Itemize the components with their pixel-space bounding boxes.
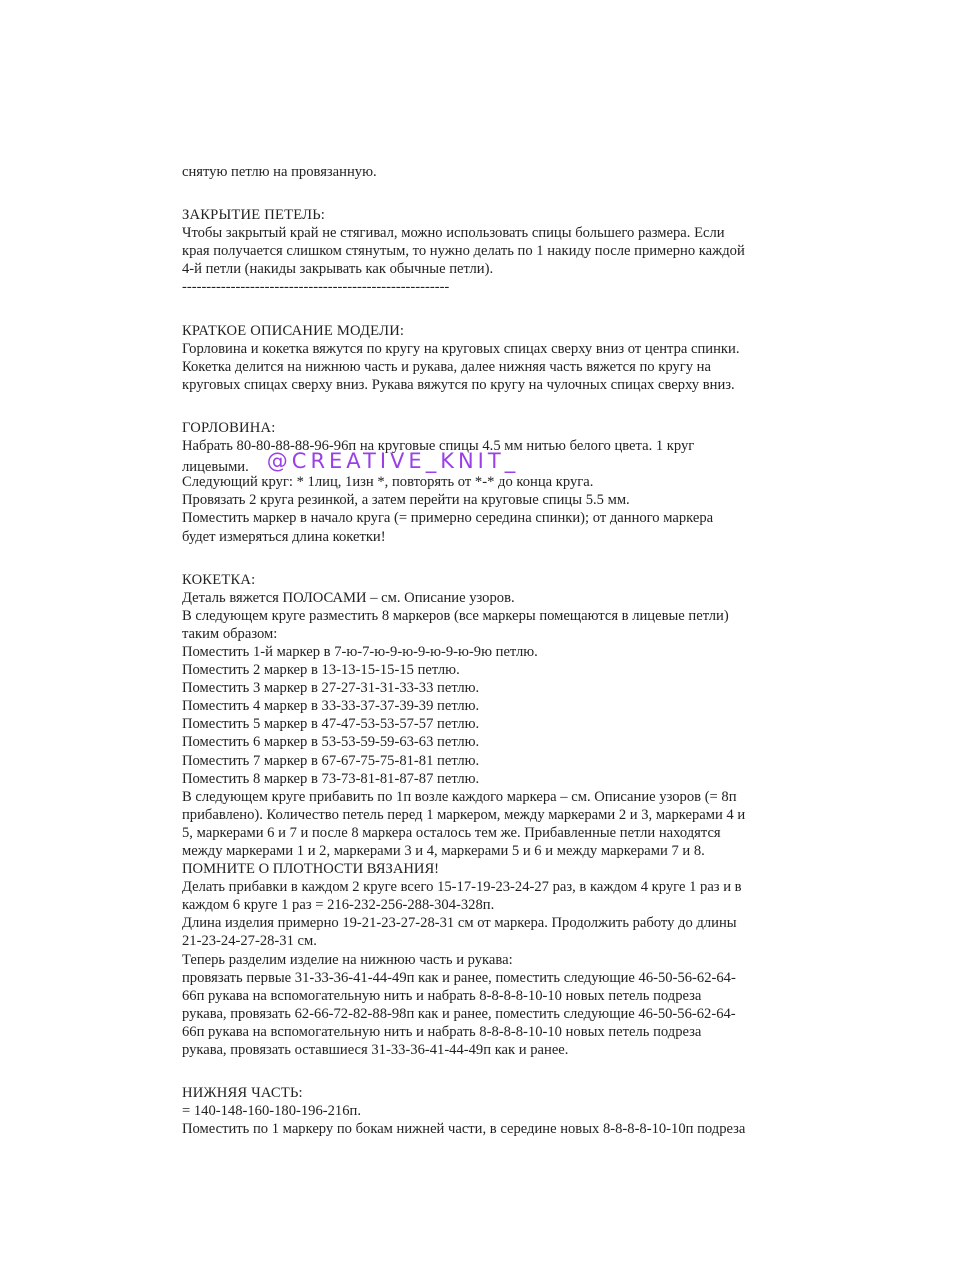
spacer bbox=[182, 394, 822, 411]
paragraph-line: Кокетка делится на нижнюю часть и рукава, далее нижняя часть вяжется по кругу на bbox=[182, 358, 711, 375]
paragraph-line: Поместить маркер в начало круга (= примерно середина спинки); от данного маркера bbox=[182, 510, 714, 527]
paragraph-line: Поместить 7 маркер в 67-67-75-75-81-81 петлю. bbox=[182, 752, 480, 769]
spacer bbox=[182, 563, 822, 571]
paragraph-line: Поместить 6 маркер в 53-53-59-59-63-63 петлю. bbox=[182, 734, 480, 751]
section-heading-lower-part: НИЖНЯЯ ЧАСТЬ: bbox=[182, 1085, 303, 1102]
paragraph-line: между маркерами 1 и 2, маркерами 3 и 4, маркерами 5 и 6 и между маркерами 7 и 8. bbox=[182, 843, 705, 859]
paragraph-line: круговых спицах сверху вниз. Рукава вяжутся по кругу на чулочных спицах сверху вниз. bbox=[182, 376, 735, 393]
paragraph-line: Чтобы закрытый край не стягивал, можно использовать спицы большего размера. Если bbox=[182, 225, 725, 242]
paragraph-line: каждом 6 круге 1 раз = 216-232-256-288-304-328п. bbox=[182, 897, 495, 914]
spacer bbox=[182, 546, 822, 563]
paragraph-line: Провязать 2 круга резинкой, а затем перейти на круговые спицы 5.5 мм. bbox=[182, 492, 630, 509]
paragraph-line: края получается слишком стянутым, то нужно делать по 1 накиду после примерно каждой bbox=[182, 243, 745, 260]
watermark-handle: @CREATIVE_KNIT_ bbox=[266, 449, 520, 474]
paragraph-line: 66п рукава на вспомогательную нить и набрать 8-8-8-8-10-10 новых петель подреза bbox=[182, 1023, 702, 1040]
intro-text: снятую петлю на провязанную. bbox=[182, 164, 377, 180]
section-heading-yoke: КОКЕТКА: bbox=[182, 571, 256, 588]
section-heading-closing: ЗАКРЫТИЕ ПЕТЕЛЬ: bbox=[182, 207, 326, 224]
paragraph-line: ПОМНИТЕ О ПЛОТНОСТИ ВЯЗАНИЯ! bbox=[182, 861, 440, 878]
paragraph-line: Набрать 80-80-88-88-96-96п на круговые спицы 4.5 мм нитью белого цвета. 1 круг bbox=[182, 438, 695, 455]
paragraph-line: 66п рукава на вспомогательную нить и набрать 8-8-8-8-10-10 новых петель подреза bbox=[182, 987, 702, 1004]
paragraph-line: В следующем круге прибавить по 1п возле каждого маркера – см. Описание узоров (= 8п bbox=[182, 788, 737, 805]
paragraph-line: будет измеряться длина кокетки! bbox=[182, 528, 386, 545]
spacer bbox=[182, 1076, 822, 1084]
divider-line: ------------------------------------------------------- bbox=[182, 279, 450, 296]
spacer bbox=[182, 297, 822, 314]
paragraph-line: Следующий круг: * 1лиц, 1изн *, повторять от *-* до конца круга. bbox=[182, 474, 594, 491]
paragraph-line: В следующем круге разместить 8 маркеров (все маркеры помещаются в лицевые петли) bbox=[182, 607, 729, 624]
section-heading-summary: КРАТКОЕ ОПИСАНИЕ МОДЕЛИ: bbox=[182, 322, 405, 339]
paragraph-line: Поместить 4 маркер в 33-33-37-37-39-39 петлю. bbox=[182, 698, 480, 715]
paragraph-line: Теперь разделим изделие на нижнюю часть и рукава: bbox=[182, 951, 513, 968]
document-page bbox=[182, 163, 822, 1138]
paragraph-line: Делать прибавки в каждом 2 круге всего 15-17-19-23-24-27 раз, в каждом 4 круге 1 раз и в bbox=[182, 879, 742, 896]
paragraph-line: 4-й петли (накиды закрывать как обычные петли). bbox=[182, 261, 494, 278]
paragraph-line: провязать первые 31-33-36-41-44-49п как и ранее, поместить следующие 46-50-56-62-64- bbox=[182, 969, 736, 986]
paragraph-line: 5, маркерами 6 и 7 и после 8 маркера осталось тем же. Прибавленные петли находятся bbox=[182, 824, 721, 841]
paragraph-line: Поместить 1-й маркер в 7-ю-7-ю-9-ю-9-ю-9-ю-9ю петлю. bbox=[182, 643, 538, 660]
paragraph-line: таким образом: bbox=[182, 625, 278, 642]
paragraph-line: = 140-148-160-180-196-216п. bbox=[182, 1103, 361, 1120]
paragraph-line: Горловина и кокетка вяжутся по кругу на круговых спицах сверху вниз от центра спинки. bbox=[182, 340, 740, 357]
paragraph-line: рукава, провязать 62-66-72-82-88-98п как и ранее, поместить следующие 46-50-56-62-64- bbox=[182, 1005, 736, 1022]
spacer bbox=[182, 1059, 822, 1076]
section-heading-neckline: ГОРЛОВИНА: bbox=[182, 419, 276, 436]
paragraph-line: Поместить 5 маркер в 47-47-53-53-57-57 петлю. bbox=[182, 716, 480, 733]
spacer bbox=[182, 411, 822, 419]
paragraph-text: лицевыми. bbox=[182, 459, 249, 476]
spacer bbox=[182, 181, 822, 198]
paragraph-line: Поместить 8 маркер в 73-73-81-81-87-87 петлю. bbox=[182, 770, 480, 787]
paragraph-line: рукава, провязать оставшиеся 31-33-36-41-44-49п как и ранее. bbox=[182, 1042, 569, 1059]
paragraph-line: Деталь вяжется ПОЛОСАМИ – см. Описание узоров. bbox=[182, 589, 515, 606]
paragraph-line: Поместить 2 маркер в 13-13-15-15-15 петлю. bbox=[182, 662, 460, 679]
paragraph-line: Поместить по 1 маркеру по бокам нижней части, в середине новых 8-8-8-8-10-10п подреза bbox=[182, 1121, 746, 1138]
paragraph-line-with-watermark bbox=[182, 449, 822, 476]
yoke-body bbox=[182, 589, 822, 1059]
paragraph-line: Поместить 3 маркер в 27-27-31-31-33-33 петлю. bbox=[182, 680, 480, 697]
paragraph-line: 21-23-24-27-28-31 см. bbox=[182, 933, 317, 950]
spacer bbox=[182, 198, 822, 206]
paragraph-line: Длина изделия примерно 19-21-23-27-28-31 см от маркера. Продолжить работу до длины bbox=[182, 915, 737, 932]
paragraph-line: прибавлено). Количество петель перед 1 маркером, между маркерами 2 и 3, маркерами 4 и bbox=[182, 806, 746, 823]
spacer bbox=[182, 314, 822, 322]
